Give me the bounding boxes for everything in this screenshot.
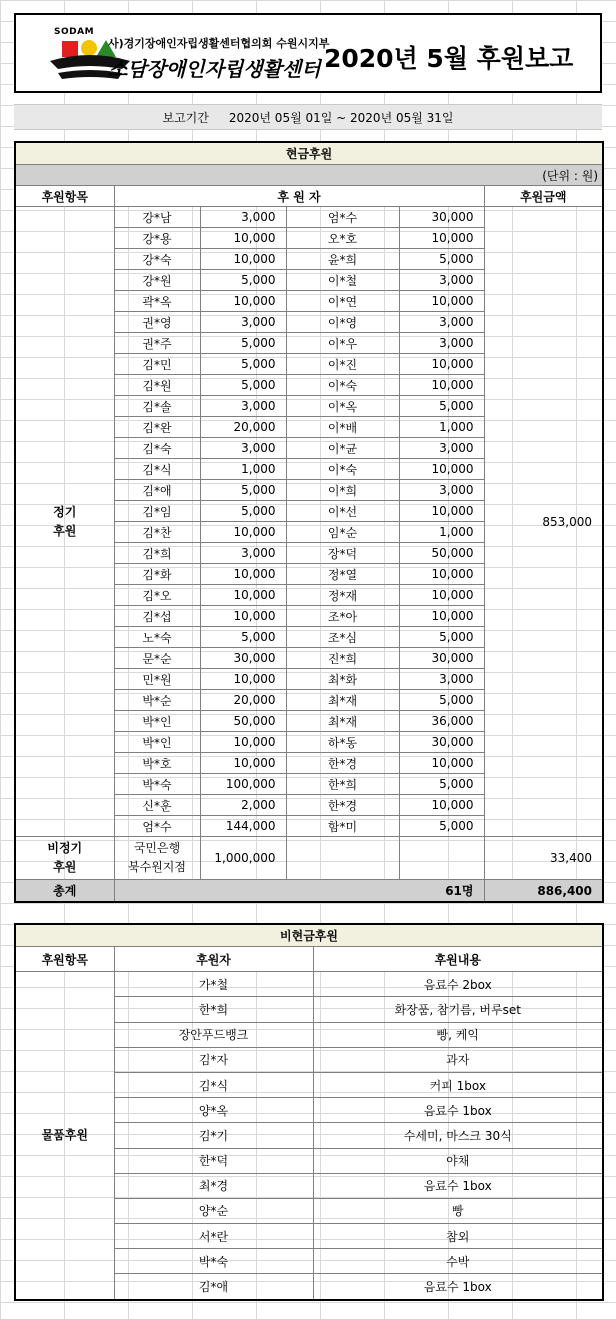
goods-category-label: 물품후원 [15,972,114,1300]
donor-name: 강*남 [114,207,200,228]
header-category: 후원항목 [15,186,114,207]
donor-amount: 30,000 [200,648,286,669]
donor-name: 김*섭 [114,606,200,627]
goods-donation-table [14,923,604,1301]
header-amount: 후원금액 [484,186,603,207]
donor-amount: 3,000 [399,270,484,291]
donor-amount: 10,000 [200,564,286,585]
donor-amount: 10,000 [399,753,484,774]
donor-amount: 10,000 [200,585,286,606]
donor-name: 김*숙 [114,438,200,459]
donor-name: 김*오 [114,585,200,606]
donor-amount: 144,000 [200,816,286,837]
goods-donor: 박*숙 [114,1249,313,1274]
regular-label-line1: 정기 [53,504,77,519]
donor-amount: 1,000 [399,522,484,543]
donor-name: 오*호 [286,228,399,249]
cash-donation-table [14,141,604,903]
irregular-amount: 1,000,000 [200,837,286,880]
donor-name: 윤*희 [286,249,399,270]
donor-name: 이*옥 [286,396,399,417]
donor-name: 김*임 [114,501,200,522]
irregular-donor-line1: 국민은행 [133,841,181,855]
goods-content: 빵 [313,1198,603,1223]
donor-amount: 36,000 [399,711,484,732]
org-name: 소담장애인자립생활센터 [108,57,321,81]
goods-header-donor: 후원자 [114,947,313,972]
report-header [14,13,602,93]
donor-name: 김*화 [114,564,200,585]
donor-amount: 30,000 [399,732,484,753]
goods-donor: 김*기 [114,1123,313,1148]
goods-donor: 양*옥 [114,1098,313,1123]
donor-amount: 3,000 [399,312,484,333]
donor-amount: 5,000 [399,627,484,648]
donor-amount: 3,000 [399,438,484,459]
donor-amount: 10,000 [399,564,484,585]
donor-name: 이*영 [286,312,399,333]
goods-donor: 김*식 [114,1072,313,1097]
donor-amount: 10,000 [200,522,286,543]
donor-amount: 30,000 [399,648,484,669]
donor-name: 문*순 [114,648,200,669]
period-label: 보고기간 [162,110,209,125]
donor-amount: 10,000 [399,375,484,396]
logo-brand-text: SODAM [54,27,95,37]
donor-amount: 10,000 [399,795,484,816]
table-row [15,972,603,997]
irregular-category-label [15,837,114,880]
donor-name: 김*찬 [114,522,200,543]
donor-amount: 10,000 [399,354,484,375]
donor-amount: 3,000 [200,207,286,228]
donor-amount: 10,000 [200,669,286,690]
regular-total: 853,000 [484,207,603,837]
donor-amount: 2,000 [200,795,286,816]
donor-name: 정*재 [286,585,399,606]
donor-name: 엄*수 [286,207,399,228]
goods-content: 빵, 케익 [313,1022,603,1047]
donor-name: 김*애 [114,480,200,501]
donor-name: 정*열 [286,564,399,585]
goods-donor: 장안푸드뱅크 [114,1022,313,1047]
donor-name: 김*완 [114,417,200,438]
donor-name: 한*희 [286,774,399,795]
goods-donor: 한*덕 [114,1148,313,1173]
goods-content: 수세미, 마스크 30식 [313,1123,603,1148]
donor-name: 최*화 [286,669,399,690]
goods-content: 음료수 1box [313,1098,603,1123]
donor-name: 박*인 [114,732,200,753]
cash-section-title: 현금후원 [15,142,603,165]
donor-name: 임*순 [286,522,399,543]
donor-amount: 100,000 [200,774,286,795]
donor-name: 노*숙 [114,627,200,648]
donor-amount: 50,000 [399,543,484,564]
donor-name: 조*심 [286,627,399,648]
goods-donor: 김*애 [114,1274,313,1300]
goods-content: 음료수 1box [313,1173,603,1198]
donor-name: 권*주 [114,333,200,354]
irregular-total: 33,400 [484,837,603,880]
donor-name: 하*동 [286,732,399,753]
donor-name: 박*인 [114,711,200,732]
goods-section-title: 비현금후원 [15,924,603,947]
donor-amount: 3,000 [200,438,286,459]
donor-amount: 5,000 [200,501,286,522]
donor-name: 민*원 [114,669,200,690]
goods-header-category: 후원항목 [15,947,114,972]
irregular-donor-line2: 북수원지점 [128,860,186,874]
org-subtitle: 사)경기장애인자립생활센터협의회 수원시지부 [108,37,330,50]
donor-amount: 30,000 [399,207,484,228]
irregular-label-line2: 후원 [53,860,77,874]
donor-name: 박*호 [114,753,200,774]
donor-amount: 10,000 [200,753,286,774]
donor-name: 이*균 [286,438,399,459]
donor-name: 최*재 [286,690,399,711]
table-row [15,207,603,228]
goods-donor: 한*희 [114,997,313,1022]
donor-name: 진*희 [286,648,399,669]
donor-amount: 3,000 [200,396,286,417]
goods-donor: 양*순 [114,1198,313,1223]
empty-cell [286,837,399,880]
donor-amount: 10,000 [399,291,484,312]
goods-donor: 가*철 [114,972,313,997]
regular-category-label [15,207,114,837]
table-row [15,837,603,880]
donor-name: 한*경 [286,795,399,816]
donor-name: 김*솔 [114,396,200,417]
goods-content: 화장품, 참기름, 버루set [313,997,603,1022]
donor-amount: 5,000 [399,396,484,417]
donor-amount: 10,000 [200,291,286,312]
goods-content: 커피 1box [313,1072,603,1097]
total-label: 총계 [15,880,114,903]
donor-name: 엄*수 [114,816,200,837]
donor-amount: 10,000 [200,228,286,249]
donor-name: 최*재 [286,711,399,732]
donor-name: 강*용 [114,228,200,249]
goods-content: 참외 [313,1224,603,1249]
regular-label-line2: 후원 [53,523,77,538]
donor-amount: 5,000 [399,774,484,795]
donor-name: 박*순 [114,690,200,711]
total-amount: 886,400 [484,880,603,903]
report-period [14,104,602,130]
donor-amount: 10,000 [399,501,484,522]
donor-amount: 10,000 [399,606,484,627]
donor-amount: 10,000 [200,732,286,753]
donor-name: 장*덕 [286,543,399,564]
donor-name: 김*민 [114,354,200,375]
donor-amount: 20,000 [200,690,286,711]
donor-name: 강*숙 [114,249,200,270]
donor-name: 신*훈 [114,795,200,816]
goods-donor: 서*란 [114,1224,313,1249]
donor-name: 박*숙 [114,774,200,795]
donor-name: 한*경 [286,753,399,774]
donor-amount: 50,000 [200,711,286,732]
report-title: 2020년 5월 후원보고 [324,44,574,73]
donor-name: 김*식 [114,459,200,480]
donor-amount: 10,000 [200,606,286,627]
empty-cell [399,837,484,880]
donor-name: 이*우 [286,333,399,354]
donor-name: 이*숙 [286,459,399,480]
donor-amount: 5,000 [200,480,286,501]
donor-amount: 3,000 [399,333,484,354]
donor-amount: 1,000 [200,459,286,480]
donor-name: 곽*옥 [114,291,200,312]
donor-name: 이*연 [286,291,399,312]
donor-amount: 5,000 [399,690,484,711]
donor-name: 권*영 [114,312,200,333]
goods-header-content: 후원내용 [313,947,603,972]
donor-amount: 5,000 [200,333,286,354]
donor-amount: 3,000 [399,480,484,501]
donor-amount: 3,000 [399,669,484,690]
goods-content: 음료수 1box [313,1274,603,1300]
donor-name: 강*원 [114,270,200,291]
donor-amount: 10,000 [399,228,484,249]
donor-amount: 20,000 [200,417,286,438]
donor-name: 김*희 [114,543,200,564]
irregular-donor [114,837,200,880]
donor-name: 이*진 [286,354,399,375]
donor-amount: 10,000 [399,459,484,480]
goods-content: 야채 [313,1148,603,1173]
goods-content: 음료수 2box [313,972,603,997]
irregular-label-line1: 비정기 [47,841,83,855]
total-count: 61명 [114,880,484,903]
donor-amount: 3,000 [200,312,286,333]
donor-amount: 5,000 [399,249,484,270]
donor-amount: 10,000 [200,249,286,270]
donor-name: 이*배 [286,417,399,438]
unit-label: (단위 : 원) [15,165,603,186]
total-row [15,880,603,903]
donor-amount: 5,000 [200,354,286,375]
donor-name: 이*선 [286,501,399,522]
donor-name: 김*원 [114,375,200,396]
donor-name: 이*희 [286,480,399,501]
donor-amount: 3,000 [200,543,286,564]
donor-amount: 10,000 [399,585,484,606]
period-value: 2020년 05월 01일 ~ 2020년 05월 31일 [228,110,454,125]
donor-amount: 1,000 [399,417,484,438]
donor-name: 이*철 [286,270,399,291]
donor-name: 이*숙 [286,375,399,396]
header-donor: 후 원 자 [114,186,484,207]
goods-content: 수박 [313,1249,603,1274]
donor-amount: 5,000 [200,627,286,648]
goods-donor: 최*경 [114,1173,313,1198]
goods-donor: 김*자 [114,1047,313,1072]
donor-name: 조*아 [286,606,399,627]
goods-content: 과자 [313,1047,603,1072]
donor-name: 함*미 [286,816,399,837]
donor-amount: 5,000 [200,375,286,396]
donor-amount: 5,000 [399,816,484,837]
donor-amount: 5,000 [200,270,286,291]
